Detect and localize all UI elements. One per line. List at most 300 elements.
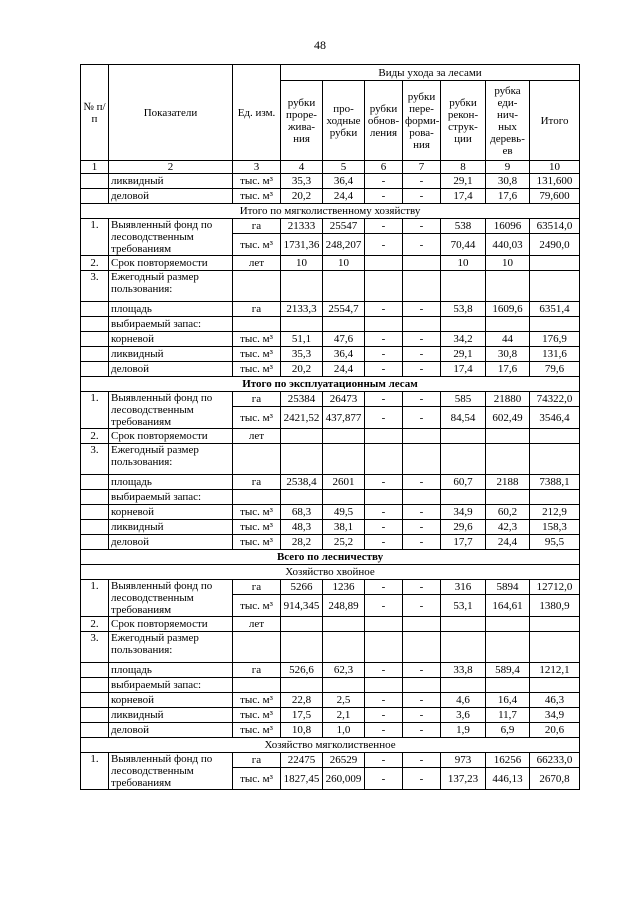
row-value [530, 317, 580, 332]
row-value: 1731,36 [281, 234, 323, 256]
row-value [530, 490, 580, 505]
row-value: 589,4 [486, 663, 530, 678]
row-unit: тыс. м³ [233, 347, 281, 362]
row-value: 3,6 [441, 708, 486, 723]
row-unit: га [233, 219, 281, 234]
header-num: № п/п [81, 65, 109, 161]
header-renewal: рубки обнов-ления [365, 81, 403, 161]
row-value: - [365, 693, 403, 708]
header-single-trees: рубка еди-нич-ных деревь-ев [486, 81, 530, 161]
row-value [281, 632, 323, 663]
row-value: 3546,4 [530, 407, 580, 429]
row-value: 158,3 [530, 520, 580, 535]
row-value: 1,0 [323, 723, 365, 738]
row-value [486, 678, 530, 693]
row-value [441, 429, 486, 444]
row-number [81, 302, 109, 317]
row-value: 2538,4 [281, 475, 323, 490]
row-value [323, 429, 365, 444]
row-value: - [403, 663, 441, 678]
row-value: - [403, 693, 441, 708]
row-value: - [365, 347, 403, 362]
row-value: 4,6 [441, 693, 486, 708]
row-value [365, 617, 403, 632]
row-value: - [403, 362, 441, 377]
table-row [81, 490, 580, 505]
row-value: 2,1 [323, 708, 365, 723]
row-unit: тыс. м³ [233, 520, 281, 535]
row-number [81, 490, 109, 505]
row-value: - [365, 332, 403, 347]
row-value [441, 317, 486, 332]
row-value [486, 444, 530, 475]
row-value: 10 [486, 256, 530, 271]
table-row [81, 271, 580, 302]
section-title: Хозяйство хвойное [81, 565, 580, 580]
column-number: 2 [109, 161, 233, 174]
section-row [81, 565, 580, 580]
row-unit: лет [233, 617, 281, 632]
row-value: 914,345 [281, 595, 323, 617]
row-indicator: деловой [109, 535, 233, 550]
row-value [403, 617, 441, 632]
row-unit: тыс. м³ [233, 535, 281, 550]
row-value [281, 490, 323, 505]
column-number: 1 [81, 161, 109, 174]
row-value [281, 617, 323, 632]
row-value [530, 444, 580, 475]
table-row [81, 475, 580, 490]
row-value: 973 [441, 753, 486, 768]
row-value: 12712,0 [530, 580, 580, 595]
row-value [403, 429, 441, 444]
column-number: 7 [403, 161, 441, 174]
row-number [81, 535, 109, 550]
row-value [486, 490, 530, 505]
table-header [81, 65, 580, 174]
section-row [81, 377, 580, 392]
table-row [81, 347, 580, 362]
row-value: 585 [441, 392, 486, 407]
row-value [365, 444, 403, 475]
row-value: - [403, 392, 441, 407]
row-unit: тыс. м³ [233, 174, 281, 189]
row-value: 11,7 [486, 708, 530, 723]
row-value: - [365, 392, 403, 407]
row-value: 1236 [323, 580, 365, 595]
row-indicator: ликвидный [109, 174, 233, 189]
row-number: 1. [81, 392, 109, 429]
row-value: - [365, 174, 403, 189]
row-value: - [403, 407, 441, 429]
row-value [281, 271, 323, 302]
row-number [81, 189, 109, 204]
row-value [281, 444, 323, 475]
row-value [281, 429, 323, 444]
row-unit: га [233, 302, 281, 317]
row-value [486, 317, 530, 332]
row-indicator: Срок повторяемости [109, 429, 233, 444]
row-value [323, 317, 365, 332]
row-value: 68,3 [281, 505, 323, 520]
row-indicator: площадь [109, 302, 233, 317]
section-row [81, 204, 580, 219]
header-reform: рубки пере-форми-рова-ния [403, 81, 441, 161]
row-value: - [403, 595, 441, 617]
column-numbers-row [81, 161, 580, 174]
row-value: 2601 [323, 475, 365, 490]
row-value: 1212,1 [530, 663, 580, 678]
row-indicator: Выявленный фонд по лесоводственным требованиям [109, 392, 233, 429]
row-number [81, 475, 109, 490]
row-unit: тыс. м³ [233, 708, 281, 723]
row-indicator: корневой [109, 505, 233, 520]
row-value: 16256 [486, 753, 530, 768]
row-indicator: выбираемый запас: [109, 317, 233, 332]
row-value [486, 271, 530, 302]
row-value: 10 [281, 256, 323, 271]
row-unit: га [233, 475, 281, 490]
row-value: - [403, 580, 441, 595]
row-value: 2188 [486, 475, 530, 490]
column-number: 10 [530, 161, 580, 174]
row-unit: га [233, 753, 281, 768]
row-indicator: ликвидный [109, 708, 233, 723]
row-number: 2. [81, 256, 109, 271]
row-value: 49,5 [323, 505, 365, 520]
row-value: 17,4 [441, 362, 486, 377]
row-value: 62,3 [323, 663, 365, 678]
row-value: 53,1 [441, 595, 486, 617]
row-value: - [365, 580, 403, 595]
row-value: 48,3 [281, 520, 323, 535]
row-value: 1827,45 [281, 768, 323, 790]
row-value: 10 [323, 256, 365, 271]
row-value: 79,600 [530, 189, 580, 204]
row-value: 51,1 [281, 332, 323, 347]
row-value [441, 632, 486, 663]
row-unit [233, 490, 281, 505]
row-value [530, 617, 580, 632]
row-value [441, 490, 486, 505]
row-value [365, 429, 403, 444]
row-indicator: Ежегодный размер пользования: [109, 271, 233, 302]
row-value: 176,9 [530, 332, 580, 347]
row-value: - [365, 595, 403, 617]
row-indicator: корневой [109, 332, 233, 347]
row-value [281, 678, 323, 693]
row-value: 5894 [486, 580, 530, 595]
row-number: 3. [81, 632, 109, 663]
row-value: 25547 [323, 219, 365, 234]
row-value [365, 678, 403, 693]
row-value: 437,877 [323, 407, 365, 429]
table-row [81, 663, 580, 678]
row-indicator: Срок повторяемости [109, 617, 233, 632]
row-value: - [365, 535, 403, 550]
table-row [81, 708, 580, 723]
row-value [530, 632, 580, 663]
row-indicator: деловой [109, 362, 233, 377]
row-value [323, 617, 365, 632]
row-value: 16096 [486, 219, 530, 234]
table-row [81, 723, 580, 738]
row-value: 29,6 [441, 520, 486, 535]
row-value: 17,6 [486, 362, 530, 377]
row-indicator: ликвидный [109, 347, 233, 362]
table-row [81, 632, 580, 663]
column-number: 4 [281, 161, 323, 174]
page-number: 48 [314, 38, 326, 52]
row-indicator: выбираемый запас: [109, 678, 233, 693]
row-value: 29,1 [441, 174, 486, 189]
row-value: 28,2 [281, 535, 323, 550]
row-number: 1. [81, 580, 109, 617]
row-value: 17,4 [441, 189, 486, 204]
row-value: - [403, 520, 441, 535]
row-value: 212,9 [530, 505, 580, 520]
row-unit: га [233, 392, 281, 407]
row-value: 22,8 [281, 693, 323, 708]
row-value [486, 632, 530, 663]
row-value: 29,1 [441, 347, 486, 362]
row-unit: лет [233, 256, 281, 271]
row-value: - [403, 332, 441, 347]
row-value [365, 317, 403, 332]
row-value: 602,49 [486, 407, 530, 429]
row-value: 38,1 [323, 520, 365, 535]
row-number [81, 362, 109, 377]
row-unit: тыс. м³ [233, 189, 281, 204]
section-row [81, 550, 580, 565]
row-value: - [403, 189, 441, 204]
row-value [486, 617, 530, 632]
row-value: - [365, 708, 403, 723]
row-value [323, 271, 365, 302]
table-row [81, 429, 580, 444]
row-unit: тыс. м³ [233, 332, 281, 347]
table-row [81, 317, 580, 332]
row-value: 95,5 [530, 535, 580, 550]
table-row [81, 174, 580, 189]
row-value: - [365, 407, 403, 429]
section-title: Итого по эксплуатационным лесам [81, 377, 580, 392]
row-value: 248,207 [323, 234, 365, 256]
row-value: 60,7 [441, 475, 486, 490]
row-value: 35,3 [281, 347, 323, 362]
row-unit: тыс. м³ [233, 723, 281, 738]
header-indicator: Показатели [109, 65, 233, 161]
row-unit [233, 317, 281, 332]
header-unit: Ед. изм. [233, 65, 281, 161]
row-value: 36,4 [323, 174, 365, 189]
row-value: 63514,0 [530, 219, 580, 234]
row-unit [233, 632, 281, 663]
row-value [530, 678, 580, 693]
row-value [530, 429, 580, 444]
row-unit: тыс. м³ [233, 693, 281, 708]
row-value [441, 444, 486, 475]
row-value: - [365, 362, 403, 377]
table-row [81, 678, 580, 693]
row-value: 21880 [486, 392, 530, 407]
table-row [81, 189, 580, 204]
row-value: 316 [441, 580, 486, 595]
row-value [403, 256, 441, 271]
row-value: 36,4 [323, 347, 365, 362]
row-value: 35,3 [281, 174, 323, 189]
row-value: 5266 [281, 580, 323, 595]
row-value: 1,9 [441, 723, 486, 738]
section-title: Всего по лесничеству [81, 550, 580, 565]
row-value: 30,8 [486, 174, 530, 189]
row-value [441, 271, 486, 302]
column-number: 5 [323, 161, 365, 174]
row-number: 1. [81, 753, 109, 790]
row-value: 53,8 [441, 302, 486, 317]
row-value [365, 490, 403, 505]
table-row [81, 617, 580, 632]
row-value: - [365, 189, 403, 204]
row-value: - [365, 302, 403, 317]
row-value: 30,8 [486, 347, 530, 362]
row-unit: тыс. м³ [233, 362, 281, 377]
forest-care-table [80, 64, 580, 790]
row-value: 26529 [323, 753, 365, 768]
row-value: 24,4 [323, 362, 365, 377]
row-unit: тыс. м³ [233, 234, 281, 256]
row-value: 2133,3 [281, 302, 323, 317]
row-value: 440,03 [486, 234, 530, 256]
section-title: Хозяйство мягколиственное [81, 738, 580, 753]
row-value: 33,8 [441, 663, 486, 678]
table-row [81, 219, 580, 234]
row-indicator: деловой [109, 189, 233, 204]
row-value [403, 444, 441, 475]
row-value: 60,2 [486, 505, 530, 520]
row-unit: тыс. м³ [233, 595, 281, 617]
row-value: 17,6 [486, 189, 530, 204]
row-indicator: выбираемый запас: [109, 490, 233, 505]
row-indicator: площадь [109, 475, 233, 490]
row-value: - [403, 475, 441, 490]
row-value [441, 678, 486, 693]
row-value [365, 632, 403, 663]
row-number [81, 347, 109, 362]
row-value: 20,2 [281, 362, 323, 377]
row-value: 17,5 [281, 708, 323, 723]
row-value: - [403, 535, 441, 550]
column-number: 6 [365, 161, 403, 174]
row-number [81, 332, 109, 347]
row-number: 3. [81, 444, 109, 475]
column-number: 8 [441, 161, 486, 174]
row-value: 2,5 [323, 693, 365, 708]
row-value: 70,44 [441, 234, 486, 256]
row-value: 24,4 [323, 189, 365, 204]
row-value: - [365, 753, 403, 768]
row-value: 17,7 [441, 535, 486, 550]
row-number: 2. [81, 429, 109, 444]
row-value: - [365, 505, 403, 520]
row-number [81, 693, 109, 708]
table-row [81, 302, 580, 317]
row-unit: га [233, 663, 281, 678]
row-value: - [365, 768, 403, 790]
row-value: 6351,4 [530, 302, 580, 317]
row-unit: тыс. м³ [233, 505, 281, 520]
row-indicator: ликвидный [109, 520, 233, 535]
row-number [81, 663, 109, 678]
row-number [81, 678, 109, 693]
row-value: - [365, 475, 403, 490]
row-value: 20,2 [281, 189, 323, 204]
table-row [81, 444, 580, 475]
row-value: 526,6 [281, 663, 323, 678]
row-indicator: Выявленный фонд по лесоводственным требованиям [109, 219, 233, 256]
row-value: 446,13 [486, 768, 530, 790]
row-value [441, 617, 486, 632]
row-value [530, 256, 580, 271]
row-value: 25384 [281, 392, 323, 407]
row-value: 25,2 [323, 535, 365, 550]
header-passage: про-ходные рубки [323, 81, 365, 161]
row-indicator: Срок повторяемости [109, 256, 233, 271]
row-value: - [365, 234, 403, 256]
row-value: 22475 [281, 753, 323, 768]
row-value: 34,9 [441, 505, 486, 520]
row-value [323, 490, 365, 505]
row-unit: лет [233, 429, 281, 444]
row-value: - [403, 219, 441, 234]
table-body [81, 174, 580, 790]
row-value: 2421,52 [281, 407, 323, 429]
table-row [81, 505, 580, 520]
row-value: 46,3 [530, 693, 580, 708]
table-row [81, 256, 580, 271]
row-unit [233, 271, 281, 302]
row-value: - [403, 708, 441, 723]
row-value: 2490,0 [530, 234, 580, 256]
row-value [530, 271, 580, 302]
row-value: 79,6 [530, 362, 580, 377]
row-indicator: Выявленный фонд по лесоводственным требованиям [109, 753, 233, 790]
row-number [81, 708, 109, 723]
row-value: 164,61 [486, 595, 530, 617]
row-value [323, 678, 365, 693]
row-indicator: Ежегодный размер пользования: [109, 632, 233, 663]
column-number: 9 [486, 161, 530, 174]
row-number: 3. [81, 271, 109, 302]
row-value [403, 271, 441, 302]
row-value: - [403, 723, 441, 738]
row-value: 10 [441, 256, 486, 271]
row-value: 538 [441, 219, 486, 234]
row-value: - [403, 505, 441, 520]
header-reconstruction: рубки рекон-струк-ции [441, 81, 486, 161]
row-value: 10,8 [281, 723, 323, 738]
row-value [323, 444, 365, 475]
row-value: - [403, 234, 441, 256]
row-value: - [365, 520, 403, 535]
table-row [81, 693, 580, 708]
row-value: 2554,7 [323, 302, 365, 317]
header-total: Итого [530, 81, 580, 161]
row-value: - [365, 723, 403, 738]
row-value: 42,3 [486, 520, 530, 535]
row-indicator: корневой [109, 693, 233, 708]
row-value [403, 632, 441, 663]
